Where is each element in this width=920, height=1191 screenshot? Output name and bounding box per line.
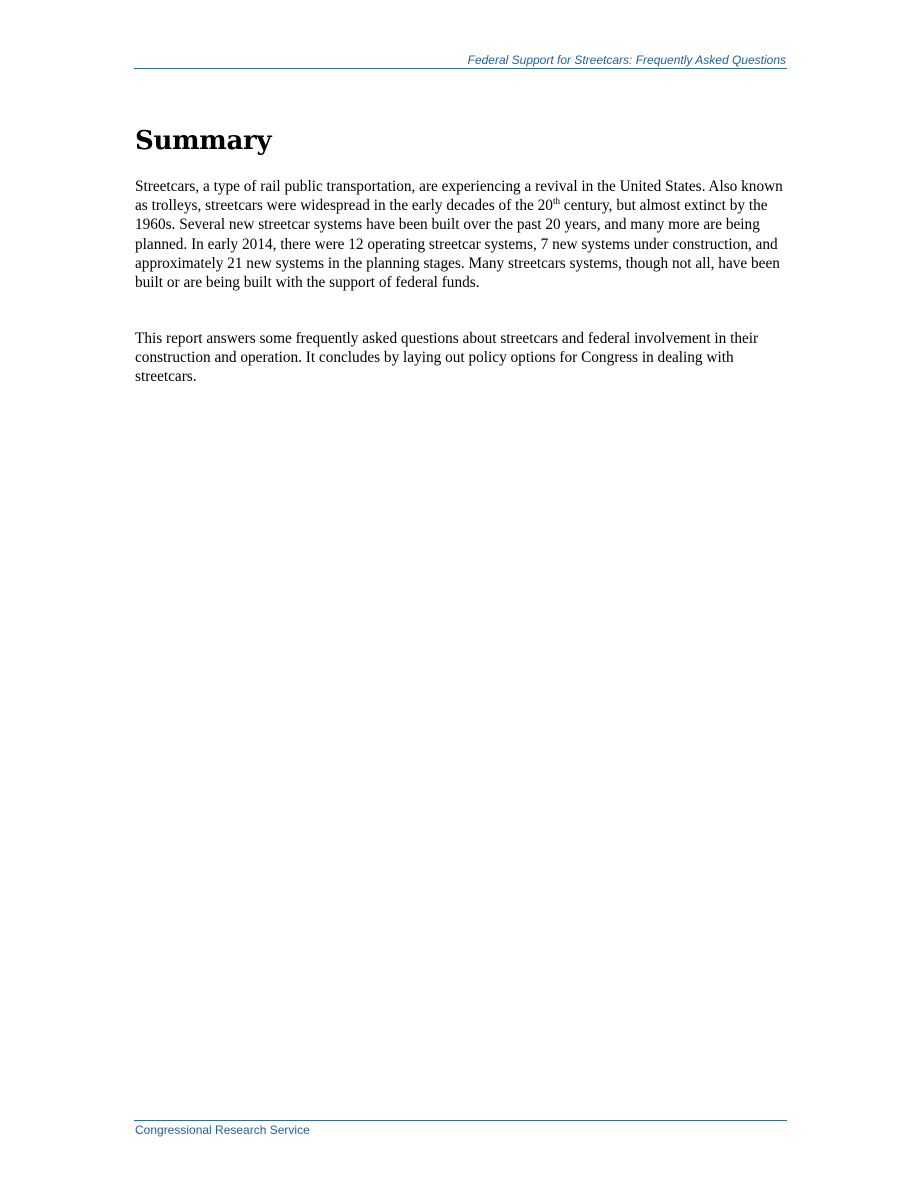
summary-paragraph-2: This report answers some frequently asked questions about streetcars and federal involvement in their construction and operation. It concludes by laying out policy options for Congress in dealing with streetcars. [135,330,759,386]
summary-paragraph-1 [135,177,789,292]
page-footer [134,1120,787,1137]
running-title: Federal Support for Streetcars: Frequently Asked Questions [467,53,786,67]
ordinal-superscript: th [552,196,560,207]
paragraph-1-text-start: Streetcars, a type of rail public transportation, are experiencing a revival in the United States. Also known as trolleys, streetcars were widespread in the early decades of the 20 [135,178,783,215]
paragraph-1-text-end: century, but almost extinct by the 1960s. Several new streetcar systems have been built over the past 20 years, and many more are being planned. In early 2014, there were 12 operating streetcar systems, 7 new systems under construction, and approximately 21 new systems in the planning stages. Many streetcars systems, though not all, have been built or are being built with the support of federal funds. [135,197,780,292]
page-header [134,52,787,69]
section-title: Summary [135,126,272,156]
footer-org-name: Congressional Research Service [135,1123,310,1137]
